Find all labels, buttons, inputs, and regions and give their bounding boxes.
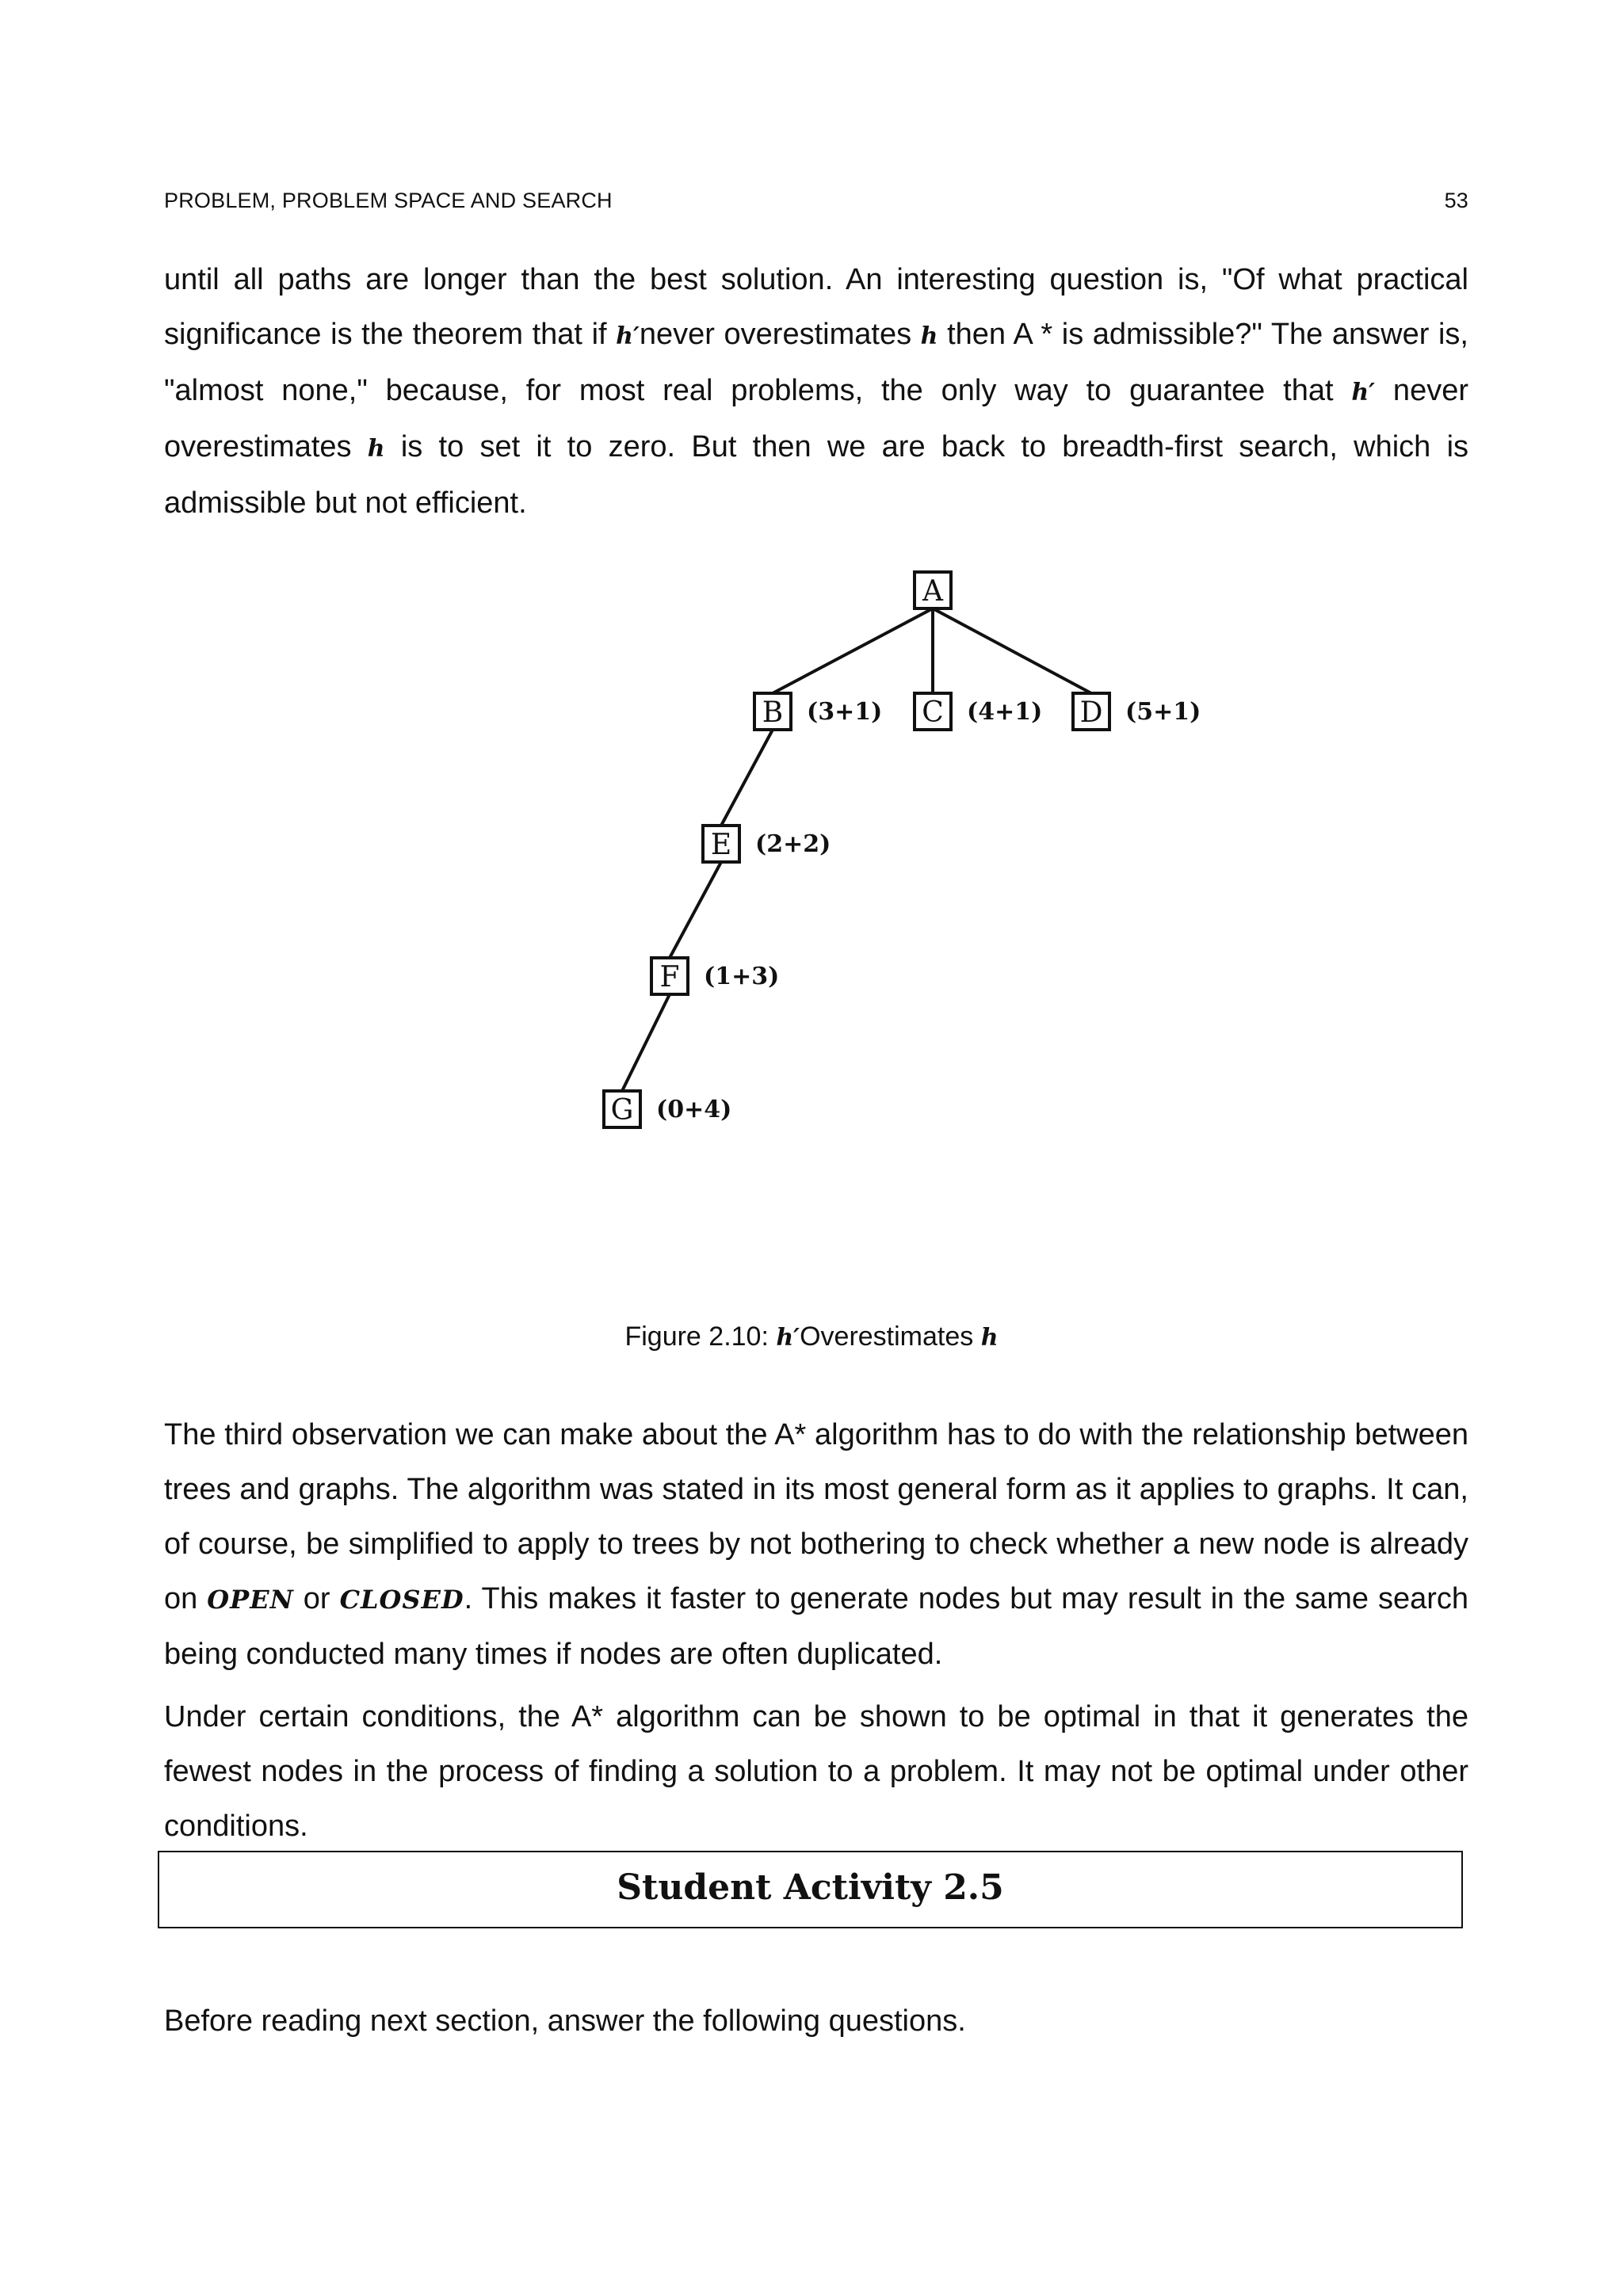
node-score: (3+1) [807, 698, 883, 726]
h-symbol: h [367, 435, 385, 463]
h-prime-symbol: h′ [1351, 379, 1376, 406]
edge-B-E [721, 730, 773, 826]
student-activity-box [158, 1851, 1463, 1928]
edge-E-F [670, 862, 721, 958]
figure-caption: Figure 2.10: h′Overestimates h [624, 1322, 999, 1352]
node-score: (4+1) [967, 698, 1043, 726]
edge-F-G [622, 994, 670, 1091]
node-score: (1+3) [704, 963, 780, 990]
h-prime-symbol: h′ [616, 322, 640, 350]
tree-node-e [703, 826, 831, 862]
tree-node-b [754, 693, 882, 730]
node-score: (0+4) [656, 1096, 732, 1123]
tree-node-g [604, 1091, 731, 1127]
h-symbol: h [980, 1324, 999, 1352]
header-title: PROBLEM, PROBLEM SPACE AND SEARCH [164, 189, 613, 212]
node-label: A [922, 575, 943, 608]
closed-list-term: CLOSED [339, 1585, 464, 1615]
edge-A-D [933, 608, 1091, 693]
open-list-term: OPEN [207, 1585, 294, 1615]
tree-node-c [915, 693, 1042, 730]
tree-node-a [915, 572, 951, 608]
running-header [164, 189, 1468, 213]
node-score: (5+1) [1125, 698, 1201, 726]
paragraph-trees-graphs: The third observation we can make about the A* algorithm has to do with the relationship between trees and graphs. The algorithm was stated in its most general form as it applies to graphs. It can, of course, be simplified to apply to trees by not bothering to check whether a new node is already on OPEN or CLOSED. This makes it faster to generate nodes but may result in the same search being conducted many times if nodes are often duplicated. [164, 1418, 1469, 1671]
node-label: E [710, 829, 732, 861]
node-label: F [659, 961, 680, 994]
student-activity-title: Student Activity 2.5 [617, 1867, 1004, 1908]
node-label: D [1079, 696, 1103, 729]
node-label: G [610, 1094, 634, 1127]
edge-A-B [773, 608, 933, 693]
tree-node-f [651, 958, 779, 994]
paragraph-optimality: Under certain conditions, the A* algorithm can be shown to be optimal in that it generates the fewest nodes in the process of finding a solution to a problem. It may not be optimal under other conditions. [164, 1700, 1468, 1843]
closing-instruction: Before reading next section, answer the following questions. [164, 2004, 966, 2038]
h-prime-symbol: h′ [776, 1324, 800, 1352]
search-tree-figure [507, 555, 1220, 1188]
node-label: C [922, 696, 944, 729]
search-tree-diagram [507, 555, 1220, 1188]
tree-node-d [1073, 693, 1201, 730]
node-score: (2+2) [755, 830, 831, 858]
h-symbol: h [920, 322, 938, 350]
paragraph-admissibility: until all paths are longer than the best solution. An interesting question is, "Of what practical significance is the theorem that if h′never overestimates h then A * is admissible?" The answer is, "almost none," because, for most real problems, the only way to guarantee that h′ never overestimates h is to set it to zero. But then we are back to breadth-first search, which is admissible but not efficient. [164, 263, 1469, 520]
page-number: 53 [1444, 189, 1468, 212]
node-label: B [762, 696, 784, 729]
